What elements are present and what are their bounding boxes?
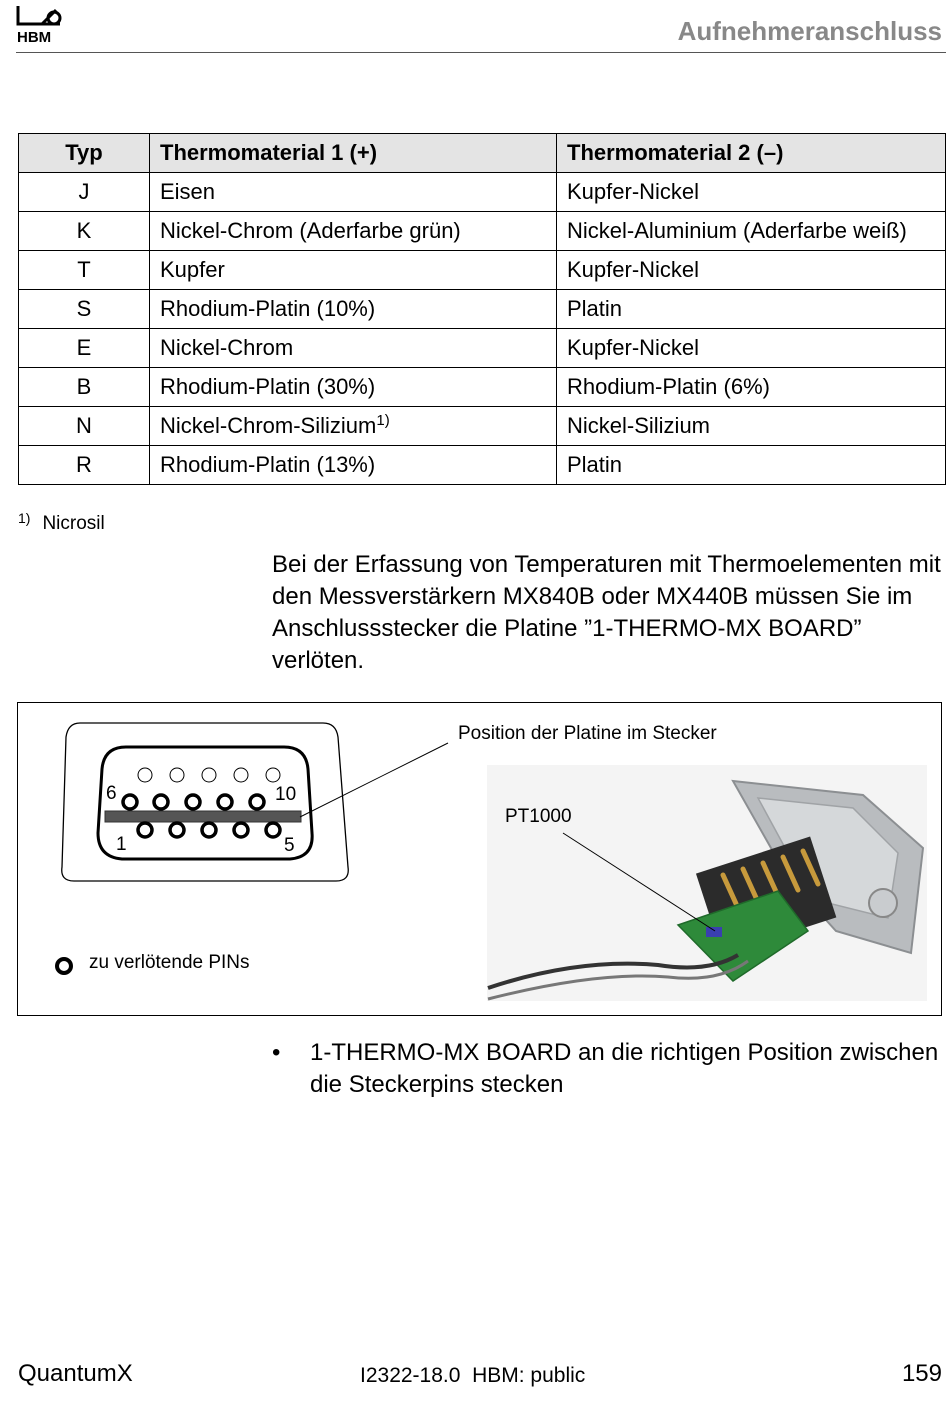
footer-doc-info — [360, 1364, 585, 1388]
footer-doc-id: I2322-18.0 — [360, 1364, 461, 1387]
cell-material-1: Nickel-Chrom — [150, 329, 557, 368]
table-row — [19, 173, 946, 212]
board-position-bar — [105, 811, 301, 822]
cell-material-1: Nickel-Chrom (Aderfarbe grün) — [150, 212, 557, 251]
cell-material-2: Nickel-Aluminium (Aderfarbe weiß) — [557, 212, 946, 251]
cell-typ: B — [19, 368, 150, 407]
footer-classification: HBM: public — [472, 1364, 586, 1387]
footnote-text: Nicrosil — [42, 513, 105, 534]
bullet-symbol: • — [272, 1039, 281, 1066]
pin-solder — [234, 823, 248, 837]
cell-material-2: Nickel-Silizium — [557, 407, 946, 446]
pt1000-label: PT1000 — [505, 806, 572, 827]
pin-unused — [138, 768, 152, 782]
pin-unused — [234, 768, 248, 782]
table-row — [19, 407, 946, 446]
footer-product: QuantumX — [18, 1360, 133, 1387]
cell-typ: S — [19, 290, 150, 329]
footnote — [18, 510, 105, 535]
pin-unused — [170, 768, 184, 782]
bullet-text: 1-THERMO-MX BOARD an die richtigen Position zwischen die Steckerpins stecken — [310, 1039, 939, 1098]
table-row — [19, 212, 946, 251]
cell-typ: R — [19, 446, 150, 485]
page-number: 159 — [901, 1360, 942, 1387]
column-header-typ: Typ — [19, 134, 150, 173]
table-row — [19, 251, 946, 290]
pin-label-6: 6 — [106, 783, 117, 804]
table-row — [19, 290, 946, 329]
column-header-material-2: Thermomaterial 2 (–) — [557, 134, 946, 173]
connector-figure — [17, 702, 942, 1016]
table-row — [19, 368, 946, 407]
cell-material-1: Kupfer — [150, 251, 557, 290]
pin-solder — [266, 823, 280, 837]
pin-solder — [218, 795, 232, 809]
cell-material-2: Kupfer-Nickel — [557, 173, 946, 212]
cell-typ: E — [19, 329, 150, 368]
cell-material-1: Rhodium-Platin (10%) — [150, 290, 557, 329]
cell-typ: K — [19, 212, 150, 251]
hbm-logo — [16, 4, 66, 44]
legend-pin-icon — [57, 959, 71, 973]
pin-solder — [154, 795, 168, 809]
cell-material-1: Rhodium-Platin (30%) — [150, 368, 557, 407]
footnote-reference: 1) — [376, 412, 390, 429]
cell-material-2: Rhodium-Platin (6%) — [557, 368, 946, 407]
pin-solder — [138, 823, 152, 837]
cell-material-1: Eisen — [150, 173, 557, 212]
cell-material-2: Kupfer-Nickel — [557, 329, 946, 368]
legend-text: zu verlötende PINs — [89, 952, 250, 973]
cell-typ: N — [19, 407, 150, 446]
table-row — [19, 329, 946, 368]
pin-solder — [186, 795, 200, 809]
pin-label-5: 5 — [284, 835, 295, 856]
pin-label-1: 1 — [116, 834, 127, 855]
cell-material-1 — [150, 407, 557, 446]
header-divider — [16, 52, 946, 53]
pin-solder — [123, 795, 137, 809]
cell-typ: T — [19, 251, 150, 290]
logo-text: HBM — [17, 29, 52, 44]
connector-photo — [487, 765, 927, 1001]
footnote-mark: 1) — [18, 510, 31, 526]
cell-material-1: Rhodium-Platin (13%) — [150, 446, 557, 485]
pin-solder — [202, 823, 216, 837]
column-header-material-1: Thermomaterial 1 (+) — [150, 134, 557, 173]
position-leader-line — [300, 743, 448, 817]
pin-unused — [266, 768, 280, 782]
thermocouple-table — [18, 133, 946, 485]
intro-paragraph: Bei der Erfassung von Temperaturen mit Thermoelementen mit den Messverstärkern MX840B oder MX440B müssen Sie im Anschlussstecker die Platine ”1-THERMO-MX BOARD” verlöten. — [272, 551, 941, 674]
pin-solder — [170, 823, 184, 837]
table-row — [19, 446, 946, 485]
cell-material-2: Platin — [557, 446, 946, 485]
cell-material-2: Platin — [557, 290, 946, 329]
cell-material-1-text: Nickel-Chrom-Silizium — [160, 413, 377, 438]
cell-material-2: Kupfer-Nickel — [557, 251, 946, 290]
cell-typ: J — [19, 173, 150, 212]
pin-label-10: 10 — [275, 784, 297, 805]
pin-solder — [250, 795, 264, 809]
section-title: Aufnehmeranschluss — [677, 16, 942, 46]
position-label: Position der Platine im Stecker — [458, 723, 717, 744]
pin-unused — [202, 768, 216, 782]
table-header-row — [19, 134, 946, 173]
